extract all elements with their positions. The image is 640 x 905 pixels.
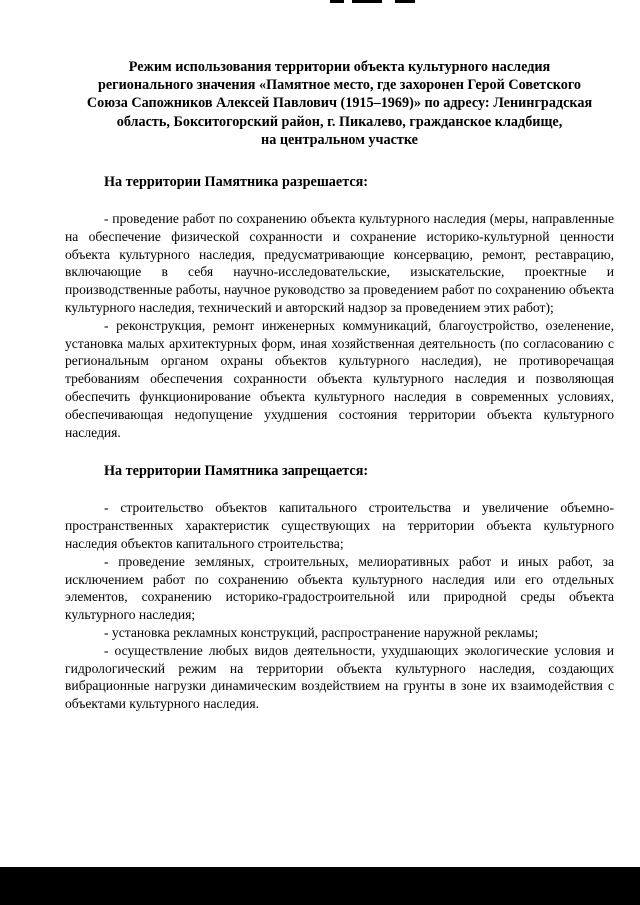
scan-bottom-bar bbox=[0, 867, 640, 905]
document-title bbox=[65, 58, 614, 149]
forbidden-item: - строительство объектов капитального строительства и увеличение объемно-пространственных характеристик существующих на территории объекта культурного наследия объектов капитального строительства; bbox=[65, 500, 614, 551]
forbidden-heading: На территории Памятника запрещается: bbox=[104, 463, 369, 480]
title-line: Союза Сапожников Алексей Павлович (1915–1969)» по адресу: Ленинградская bbox=[86, 95, 593, 112]
allowed-item: - проведение работ по сохранению объекта культурного наследия (меры, направленные на обеспечение физической сохранности и сохранение историко-культурной ценности объекта культурного наследия, предусматривающие консервацию, ремонт, реставрацию, включающие в себя научно-исследовательские, изыскательские, проектные и производственные работы, научное руководство за проведением работ по сохранению объекта культурного наследия, технический и авторский надзор за проведением этих работ); bbox=[65, 211, 614, 315]
scan-top-artifact bbox=[0, 0, 640, 6]
allowed-item: - реконструкция, ремонт инженерных коммуникаций, благоустройство, озеленение, установка малых архитектурных форм, иная хозяйственная деятельность (по согласованию с региональным органом охраны объектов культурного наследия), не противоречащая требованиям обеспечения сохранности объекта культурного наследия и позволяющая обеспечить функционирование объекта культурного наследия в современных условиях, обеспечивающая недопущение ухудшения состояния территории объекта культурного наследия. bbox=[65, 317, 614, 440]
document-page bbox=[65, 58, 614, 713]
allowed-list bbox=[65, 210, 614, 441]
scan-mark bbox=[352, 0, 382, 3]
scan-mark bbox=[395, 0, 415, 3]
allowed-heading: На территории Памятника разрешается: bbox=[104, 174, 369, 191]
forbidden-list bbox=[65, 499, 614, 713]
forbidden-item: - осуществление любых видов деятельности, ухудшающих экологические условия и гидрологический режим на территории объекта культурного наследия, создающих вибрационные нагрузки динамическим воздействием на грунты в зоне их взаимодействия с объектами культурного наследия. bbox=[65, 642, 614, 712]
forbidden-item: - установка рекламных конструкций, распространение наружной рекламы; bbox=[104, 624, 539, 640]
title-line: на центральном участке bbox=[261, 131, 418, 148]
title-line: регионального значения «Памятное место, где захоронен Герой Советского bbox=[97, 77, 582, 94]
forbidden-item: - проведение земляных, строительных, мелиоративных работ и иных работ, за исключением работ по сохранению объекта культурного наследия или его отдельных элементов, сохранению историко-градостроительной или природной среды объекта культурного наследия; bbox=[65, 553, 614, 623]
title-line: область, Бокситогорский район, г. Пикалево, гражданское кладбище, bbox=[116, 113, 563, 130]
scan-mark bbox=[330, 0, 344, 3]
title-line: Режим использования территории объекта культурного наследия bbox=[128, 59, 551, 75]
